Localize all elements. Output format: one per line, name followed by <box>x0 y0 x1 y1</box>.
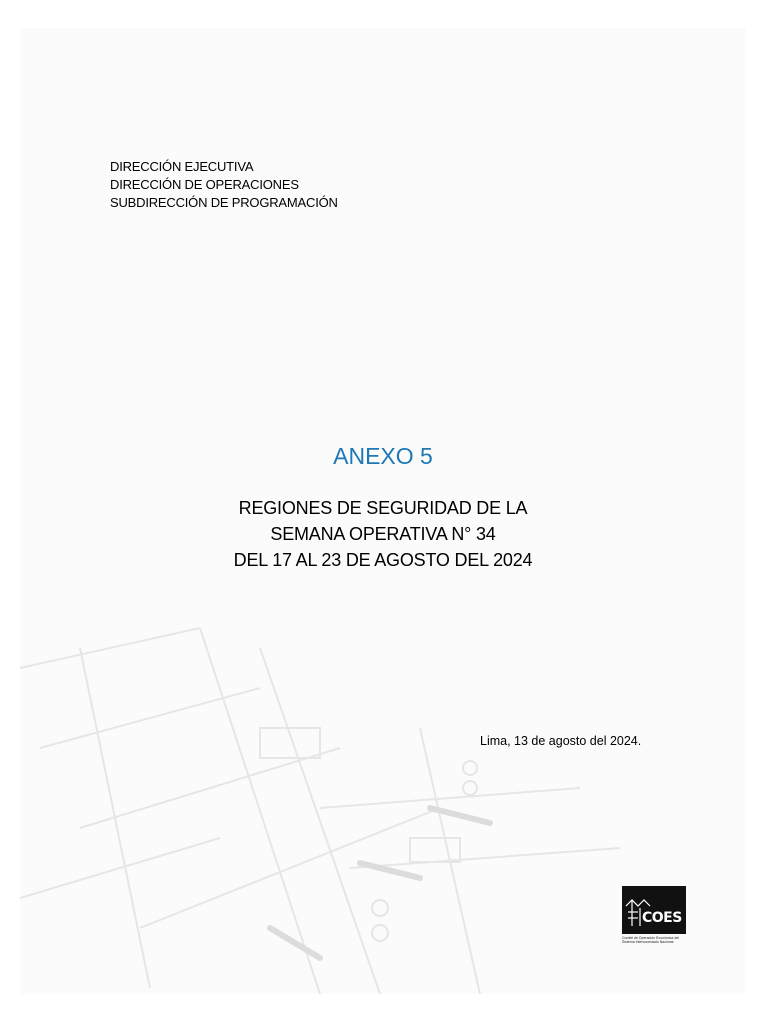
header-line-1: DIRECCIÓN EJECUTIVA <box>110 159 254 174</box>
annex-subtitle <box>20 495 746 573</box>
logo-text: COES <box>642 910 682 926</box>
subtitle-line-2: SEMANA OPERATIVA N° 34 <box>270 524 496 544</box>
logo-box <box>622 886 686 934</box>
coes-logo <box>622 886 686 948</box>
logo-caption-line-1: Comité de Operación Económica del <box>622 936 680 940</box>
header-line-2: DIRECCIÓN DE OPERACIONES <box>110 177 299 192</box>
logo-caption-line-2: Sistema Interconectado Nacional <box>622 940 674 944</box>
subtitle-line-1: REGIONES DE SEGURIDAD DE LA <box>238 498 528 518</box>
logo-caption <box>622 936 686 944</box>
header-departments <box>110 158 338 212</box>
header-line-3: SUBDIRECCIÓN DE PROGRAMACIÓN <box>110 195 338 210</box>
annex-title: ANEXO 5 <box>333 443 433 469</box>
place-date: Lima, 13 de agosto del 2024. <box>480 734 642 748</box>
subtitle-line-3: DEL 17 AL 23 DE AGOSTO DEL 2024 <box>233 550 533 570</box>
document-page <box>20 28 746 994</box>
